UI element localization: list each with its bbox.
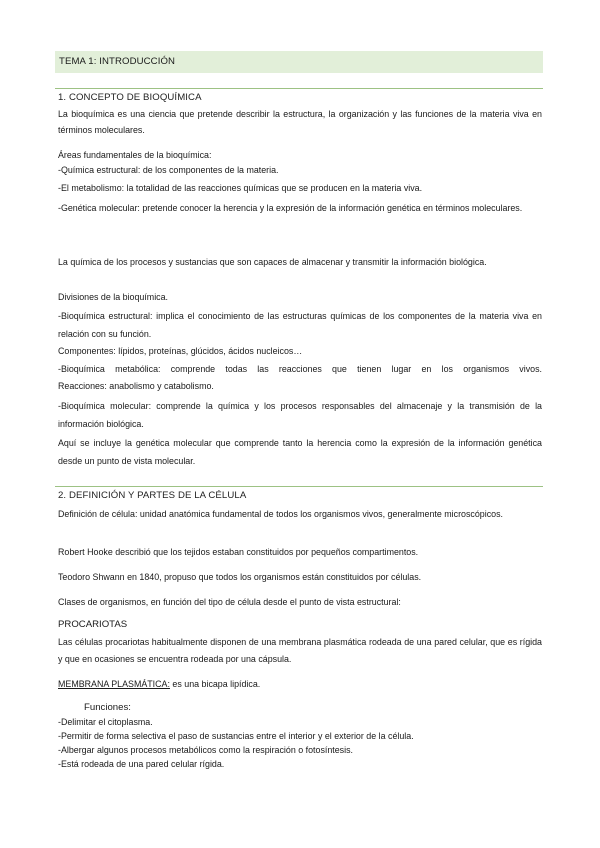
classes-paragraph: Clases de organismos, en función del tipo de célula desde el punto de vista estructural: xyxy=(58,597,401,607)
function-item: -Permitir de forma selectiva el paso de sustancias entre el interior y el exterior de la célula. xyxy=(58,731,414,741)
components-line: Componentes: lípidos, proteínas, glúcidos, ácidos nucleicos… xyxy=(58,346,303,356)
division-item: -Bioquímica molecular: comprende la química y los procesos responsables del almacenaje y la transmisión de la información biológica. xyxy=(58,401,542,429)
prokaryotes-heading: PROCARIOTAS xyxy=(58,619,128,630)
section1-rule xyxy=(55,88,543,89)
function-item: -Delimitar el citoplasma. xyxy=(58,717,153,727)
hooke-paragraph: Robert Hooke describió que los tejidos estaban constituidos por pequeños compartimentos. xyxy=(58,547,419,557)
section2-heading: 2. DEFINICIÓN Y PARTES DE LA CÉLULA xyxy=(58,490,247,501)
section1-heading: 1. CONCEPTO DE BIOQUÍMICA xyxy=(58,92,202,103)
cell-definition-paragraph: Definición de célula: unidad anatómica fundamental de todos los organismos vivos, generalmente microscópicos. xyxy=(58,509,503,519)
functions-title: Funciones: xyxy=(84,702,131,713)
schwann-paragraph: Teodoro Shwann en 1840, propuso que todos los organismos están constituidos por células. xyxy=(58,572,422,582)
membrane-label: MEMBRANA PLASMÁTICA: xyxy=(58,679,170,689)
page-title: TEMA 1: INTRODUCCIÓN xyxy=(55,51,543,73)
division-item: -Bioquímica metabólica: comprende todas las reacciones que tienen lugar en los organismos vivos. xyxy=(58,364,542,374)
area-item: -Química estructural: de los componentes de la materia. xyxy=(58,165,279,175)
processes-paragraph: La química de los procesos y sustancias que son capaces de almacenar y transmitir la información biológica. xyxy=(58,257,487,267)
section2-rule xyxy=(55,486,543,487)
areas-title: Áreas fundamentales de la bioquímica: xyxy=(58,150,212,160)
membrane-line xyxy=(58,677,542,693)
area-item: -El metabolismo: la totalidad de las reacciones químicas que se producen en la materia viva. xyxy=(58,183,423,193)
function-item: -Está rodeada de una pared celular rígida. xyxy=(58,759,225,769)
definition-paragraph: La bioquímica es una ciencia que pretende describir la estructura, la organización y las funciones de la materia viva en términos moleculares. xyxy=(58,109,542,135)
divisions-title: Divisiones de la bioquímica. xyxy=(58,292,169,302)
function-item: -Albergar algunos procesos metabólicos como la respiración o fotosíntesis. xyxy=(58,745,353,755)
includes-paragraph: Aquí se incluye la genética molecular que comprende tanto la herencia como la expresión de la información genética desde un punto de vista molecular. xyxy=(58,438,542,466)
reactions-line: Reacciones: anabolismo y catabolismo. xyxy=(58,381,214,391)
prokaryotes-paragraph: Las células procariotas habitualmente disponen de una membrana plasmática rodeada de una pared celular, que es rígida y que en ocasiones se encuentra rodeada por una cápsula. xyxy=(58,637,542,664)
division-item: -Bioquímica estructural: implica el conocimiento de las estructuras químicas de los componentes de la materia viva en relación con su función. xyxy=(58,311,542,339)
membrane-text: es una bicapa lipídica. xyxy=(169,679,261,689)
area-item: -Genética molecular: pretende conocer la herencia y la expresión de la información genética en términos moleculares. xyxy=(58,203,523,213)
